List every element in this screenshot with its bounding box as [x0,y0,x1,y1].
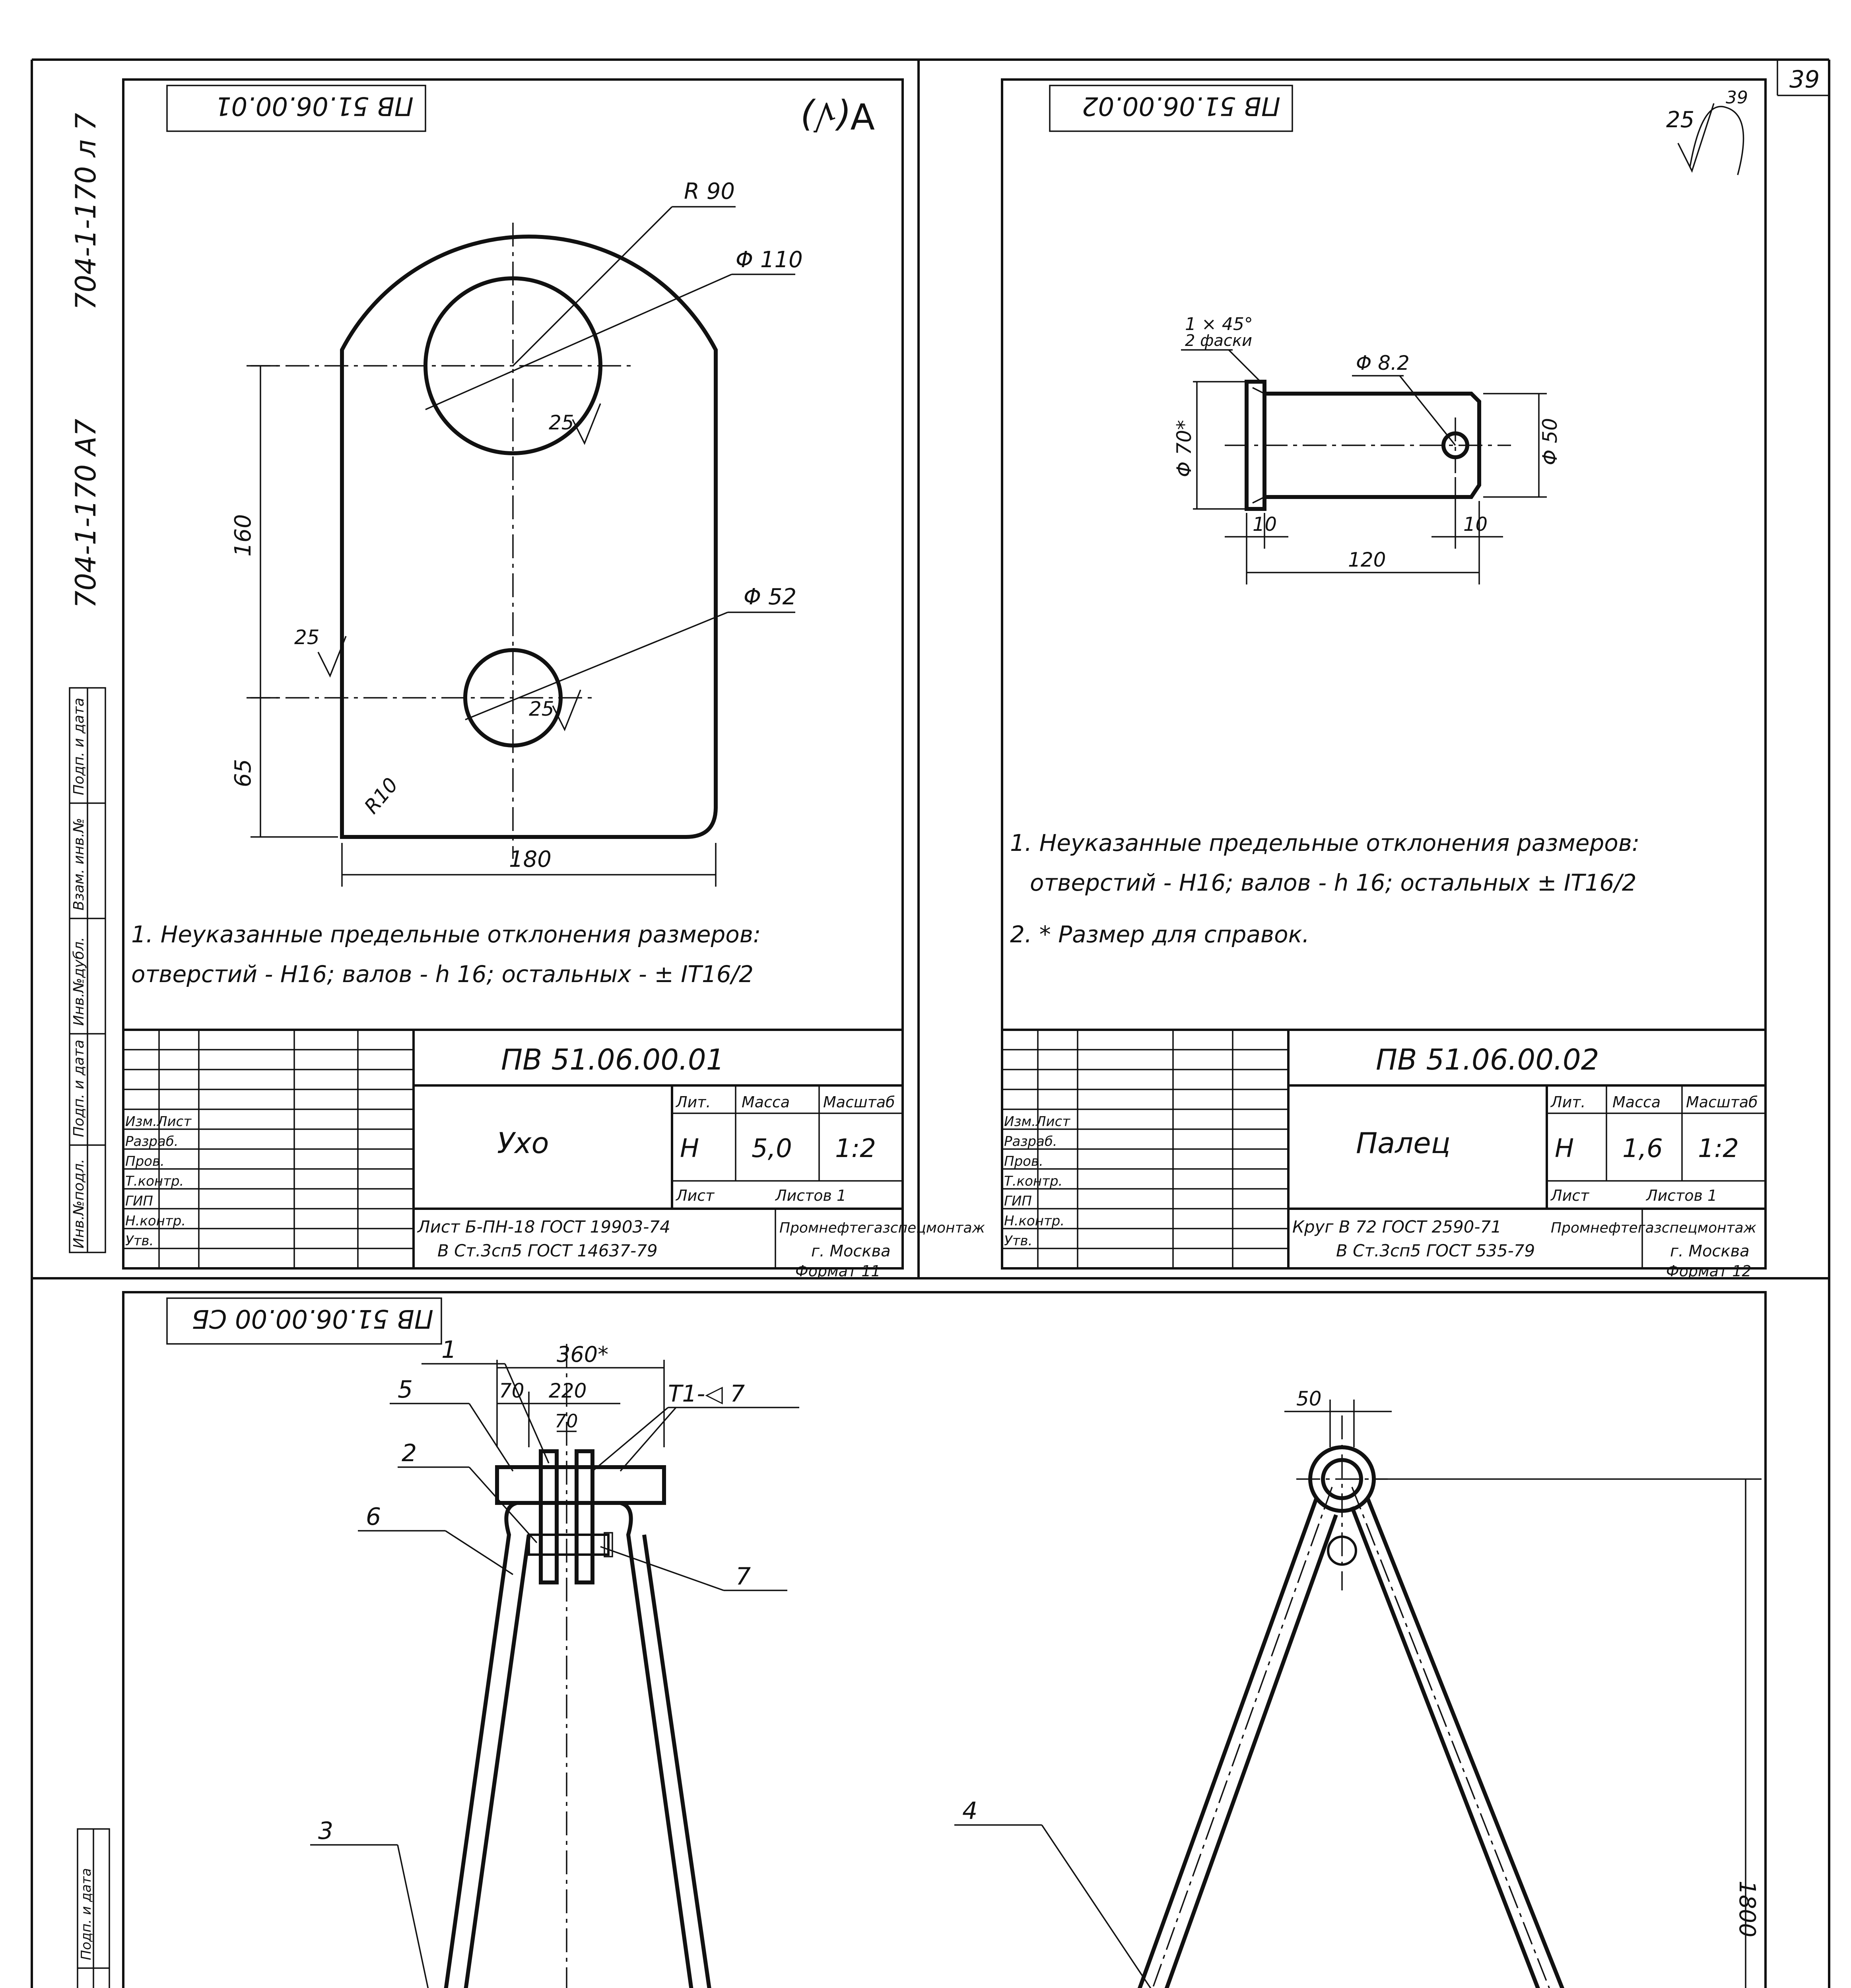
dim-w360: 360* [557,1342,609,1367]
part2-tb-row-4: ГИП [1004,1193,1032,1209]
dim-r10: R10 [359,773,403,818]
part1-tb-scale-h: Масштаб [823,1093,895,1111]
part1-tb-row-4: ГИП [125,1193,153,1209]
part2-tb-lit: Н [1555,1134,1574,1163]
part2-tb-material-2: В Ст.3сп5 ГОСТ 535-79 [1336,1241,1535,1260]
part1-tb-sheet-h: Лист [676,1187,715,1204]
part1-code-rotated: ПВ 51.06.00.01 [215,91,414,120]
part1-roughness: ∀(√) [799,95,875,136]
part2-tb-row-0: Изм.Лист [1004,1114,1070,1130]
part2-tb-row-1: Разраб. [1004,1134,1057,1149]
dim-d82: Φ 8.2 [1356,351,1410,375]
dim-w220: 220 [549,1379,587,1402]
sheet-corner-number: 39 [1789,66,1820,93]
part1-tb-row-6: Утв. [125,1233,154,1249]
part2-note-2: отверстий - Н16; валов - h 16; остальных ± IT16/2 [1030,869,1637,896]
part2-tb-sheet-h: Лист [1551,1187,1589,1204]
dim-w50: 50 [1296,1387,1322,1410]
callout-2: 2 [402,1439,417,1467]
dim-l120: 120 [1348,548,1386,571]
part1-tb-row-5: Н.контр. [125,1213,186,1229]
part2-tb-code: ПВ 51.06.00.02 [1376,1043,1599,1076]
part2-tb-row-2: Пров. [1004,1153,1043,1169]
callout-6: 6 [366,1503,381,1531]
part1-tb-row-1: Разраб. [125,1134,179,1149]
part1-tb-org-2: г. Москва [811,1242,891,1260]
part2-tb-mass-h: Масса [1612,1093,1661,1111]
dim-d52: Φ 52 [744,584,797,610]
part1-tb-name: Ухо [497,1126,549,1160]
callout-4: 4 [962,1797,978,1825]
dim-d110: Φ 110 [736,247,803,273]
dim-w180: 180 [509,846,552,872]
callout-5: 5 [398,1376,413,1404]
part2-code-rotated: ПВ 51.06.00.02 [1082,91,1280,120]
part2-note-1: 1. Неуказанные предельные отклонения размеров: [1010,829,1640,856]
part2-tb-org-1: Промнефтегазспецмонтаж [1551,1220,1756,1236]
asm-code-rotated: ПВ 51.06.00.00 СБ [191,1304,433,1333]
callout-1: 1 [441,1336,457,1364]
part1-tb-org-1: Промнефтегазспецмонтаж [779,1220,985,1236]
part1-tb-row-2: Пров. [125,1153,165,1169]
part1-tb-row-3: Т.контр. [125,1173,184,1189]
callout-7: 7 [736,1563,751,1590]
part1-tb-scale: 1:2 [835,1134,876,1163]
part1-note-1: 1. Неуказанные предельные отклонения размеров: [131,921,761,948]
margin-label-4: Подп. и дата [71,1039,87,1137]
part2-note-3: 2. * Размер для справок. [1010,921,1310,948]
dim-d70: Φ 70* [1173,420,1196,477]
dim-chamfer-2: 2 фаски [1185,332,1253,350]
dim-r90: R 90 [684,179,735,204]
dim-h160: 160 [230,514,256,557]
part1-tb-lit-h: Лит. [676,1093,711,1111]
part2-tb-sheets-h: Листов 1 [1646,1187,1717,1204]
dim-l10a: 10 [1253,513,1277,536]
part2-format: Формат 12 [1666,1262,1752,1280]
part1-tb-material-2: В Ст.3сп5 ГОСТ 14637-79 [437,1241,658,1260]
margin-code-mid: 704-1-170 А7 [70,419,102,608]
part1-tb-material-1: Лист Б-ПН-18 ГОСТ 19903-74 [418,1217,670,1237]
dim-d50: Φ 50 [1538,418,1562,465]
dim-w70a: 70 [499,1379,524,1402]
part1-tb-row-0: Изм.Лист [125,1114,192,1130]
part2-tb-row-3: Т.контр. [1004,1173,1063,1189]
part2-tb-material-1: Круг В 72 ГОСТ 2590-71 [1292,1217,1501,1237]
part2-tb-mass: 1,6 [1622,1134,1663,1163]
part2-roughness: 25 [1666,107,1695,133]
margin-code-top: 704-1-170 л 7 [70,113,102,310]
part2-tb-row-6: Утв. [1004,1233,1033,1249]
part1-format: Формат 11 [795,1262,881,1280]
dim-h1800: 1800 [1734,1881,1760,1938]
dim-l10b: 10 [1463,513,1488,536]
dim-h65: 65 [230,759,256,787]
part1-tb-code: ПВ 51.06.00.01 [501,1043,724,1076]
margin-label-b1: Подп. и дата [78,1868,94,1960]
part2-tb-scale: 1:2 [1698,1134,1739,1163]
part1-tb-lit: Н [680,1134,699,1163]
part1-tb-mass-h: Масса [742,1093,790,1111]
rough-25a: 25 [549,411,574,434]
dim-w70b: 70 [555,1410,578,1432]
margin-label-2: Взам. инв.№ [71,818,87,911]
rough-25c: 25 [294,626,320,649]
part2-tb-scale-h: Масштаб [1686,1093,1758,1111]
callout-3: 3 [318,1817,334,1845]
part1-tb-mass: 5,0 [752,1134,792,1163]
margin-label-0: Инв.№подл. [71,1159,87,1248]
part2-tb-org-2: г. Москва [1670,1242,1750,1260]
part2-roughness-sub: 39 [1726,87,1748,108]
rough-25b: 25 [529,697,554,720]
margin-label-1: Подп. и дата [71,697,87,795]
part2-tb-row-5: Н.контр. [1004,1213,1065,1229]
dim-chamfer-1: 1 × 45° [1185,314,1253,334]
part2-tb-name: Палец [1356,1126,1451,1160]
part2-tb-lit-h: Лит. [1551,1093,1586,1111]
part1-note-2: отверстий - Н16; валов - h 16; остальных - ± IT16/2 [131,961,754,988]
weld-symbol: Т1-◁ 7 [668,1380,745,1407]
margin-label-3: Инв.№дубл. [71,937,87,1026]
part1-tb-sheets-h: Листов 1 [775,1187,847,1204]
